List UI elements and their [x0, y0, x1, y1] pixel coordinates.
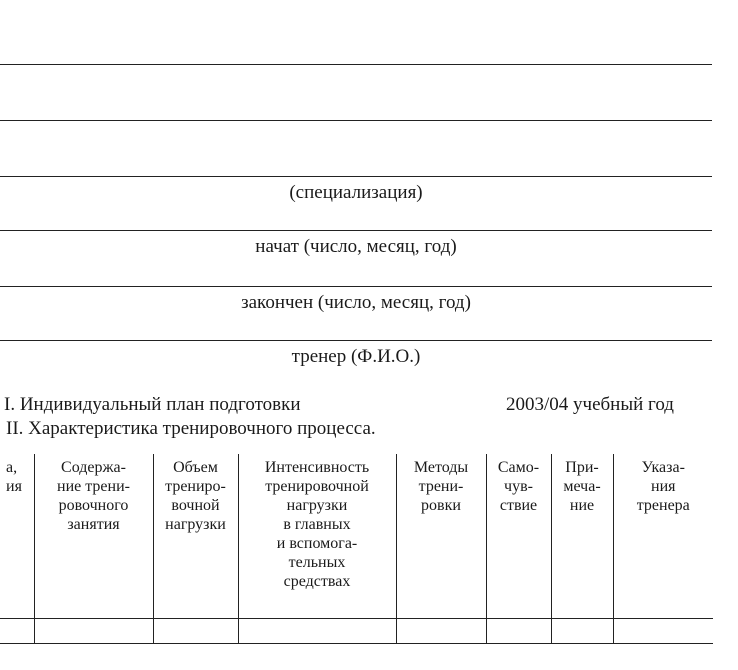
table-cell[interactable]	[396, 619, 486, 644]
table-cell[interactable]	[153, 619, 238, 644]
blank-line-1	[0, 64, 712, 65]
col-header-content: Содержа- ние трени- ровочного занятия	[34, 454, 153, 619]
coach-caption: тренер (Ф.И.О.)	[291, 346, 421, 367]
table-row	[0, 619, 713, 644]
blank-line-3	[0, 176, 712, 177]
table-cell[interactable]	[551, 619, 613, 644]
blank-line-5	[0, 286, 712, 287]
table-cell[interactable]	[613, 619, 713, 644]
blank-line-4	[0, 230, 712, 231]
training-process-table	[0, 454, 713, 644]
col-header-wellbeing: Само- чув- ствие	[486, 454, 551, 619]
col-header-volume: Объем трениро- вочной нагрузки	[153, 454, 238, 619]
blank-line-2	[0, 120, 712, 121]
col-header-methods: Методы трени- ровки	[396, 454, 486, 619]
table-cell[interactable]	[34, 619, 153, 644]
blank-line-6	[0, 340, 712, 341]
col-header-intensity: Интенсивность тренировочной нагрузки в главных и вспомога- тельных средствах	[238, 454, 396, 619]
finished-caption: закончен (число, месяц, год)	[241, 292, 471, 313]
section-process-heading: II. Характеристика тренировочного процесса.	[6, 418, 376, 439]
specialization-caption: (специализация)	[289, 182, 423, 203]
section-plan-heading: I. Индивидуальный план подготовки	[4, 394, 301, 415]
table-cell[interactable]	[0, 619, 34, 644]
table-header-row	[0, 454, 713, 619]
table-cell[interactable]	[486, 619, 551, 644]
col-header-coach-notes: Указа- ния тренера	[613, 454, 713, 619]
col-header-notes: При- меча- ние	[551, 454, 613, 619]
table-cell[interactable]	[238, 619, 396, 644]
col-header-cut: а, ия	[0, 454, 34, 619]
academic-year: 2003/04 учебный год	[506, 394, 674, 415]
started-caption: начат (число, месяц, год)	[255, 236, 457, 257]
